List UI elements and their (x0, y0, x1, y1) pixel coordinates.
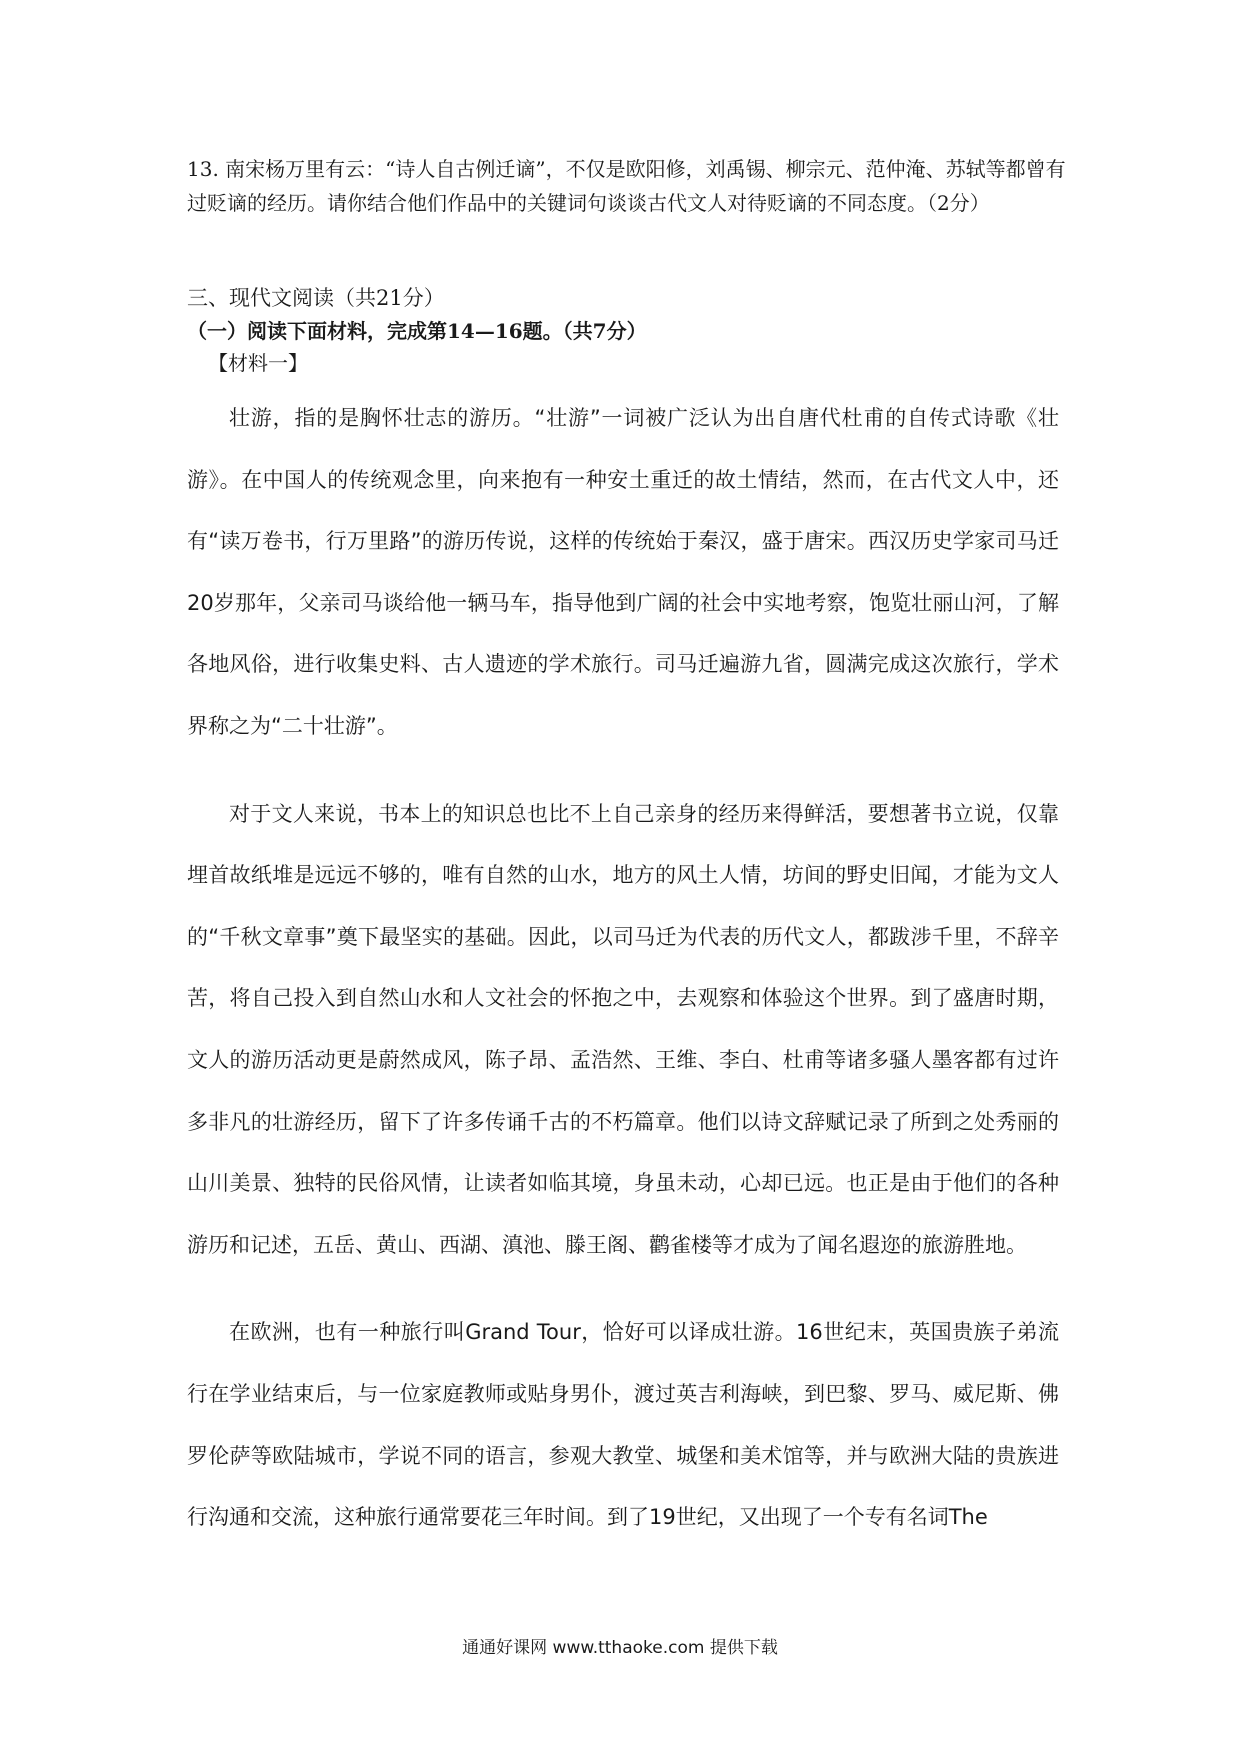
paragraph-3: 在欧洲，也有一种旅行叫Grand Tour，恰好可以译成壮游。16世纪末，英国贵族子弟流行在学业结束后，与一位家庭教师或贴身男仆，渡过英吉利海峡，到巴黎、罗马、威尼斯、佛罗伦萨等欧陆城市，学说不同的语言，参观大教堂、城堡和美术馆等，并与欧洲大陆的贵族进行沟通和交流，这种旅行通常要花三年时间。到了19世纪，又出现了一个专有名词The (187, 1320, 1059, 1530)
section-title: 三、现代文阅读（共21分） (187, 286, 445, 310)
question-13: 13. 南宋杨万里有云：“诗人自古例迁谪”，不仅是欧阳修，刘禹锡、柳宗元、范仲淹、苏轼等都曾有过贬谪的经历。请你结合他们作品中的关键词句谈谈古代文人对待贬谪的不同态度。（2分） (187, 157, 1066, 215)
part-1-title: （一）阅读下面材料，完成第14—16题。（共7分） (187, 319, 647, 343)
paragraph-1: 壮游，指的是胸怀壮志的游历。“壮游”一词被广泛认为出自唐代杜甫的自传式诗歌《壮游》。在中国人的传统观念里，向来抱有一种安土重迁的故土情结，然而，在古代文人中，还有“读万卷书，行万里路”的游历传说，这样的传统始于秦汉，盛于唐宋。西汉历史学家司马迁20岁那年，父亲司马谈给他一辆马车，指导他到广阔的社会中实地考察，饱览壮丽山河，了解各地风俗，进行收集史料、古人遗迹的学术旅行。司马迁遍游九省，圆满完成这次旅行，学术界称之为“二十壮游”。 (187, 406, 1059, 738)
material-1-body (187, 388, 1059, 1549)
page-footer: 通通好课网 www.tthaoke.com 提供下载 (462, 1638, 778, 1658)
material-1-label: 【材料一】 (208, 351, 308, 375)
paragraph-2: 对于文人来说，书本上的知识总也比不上自己亲身的经历来得鲜活，要想著书立说，仅靠埋首故纸堆是远远不够的，唯有自然的山水，地方的风土人情，坊间的野史旧闻，才能为文人的“千秋文章事”奠下最坚实的基础。因此，以司马迁为代表的历代文人，都跋涉千里，不辞辛苦，将自己投入到自然山水和人文社会的怀抱之中，去观察和体验这个世界。到了盛唐时期，文人的游历活动更是蔚然成风，陈子昂、孟浩然、王维、李白、杜甫等诸多骚人墨客都有过许多非凡的壮游经历，留下了许多传诵千古的不朽篇章。他们以诗文辞赋记录了所到之处秀丽的山川美景、独特的民俗风情，让读者如临其境，身虽未动，心却已远。也正是由于他们的各种游历和记述，五岳、黄山、西湖、滇池、滕王阁、鹳雀楼等才成为了闻名遐迩的旅游胜地。 (187, 801, 1059, 1257)
